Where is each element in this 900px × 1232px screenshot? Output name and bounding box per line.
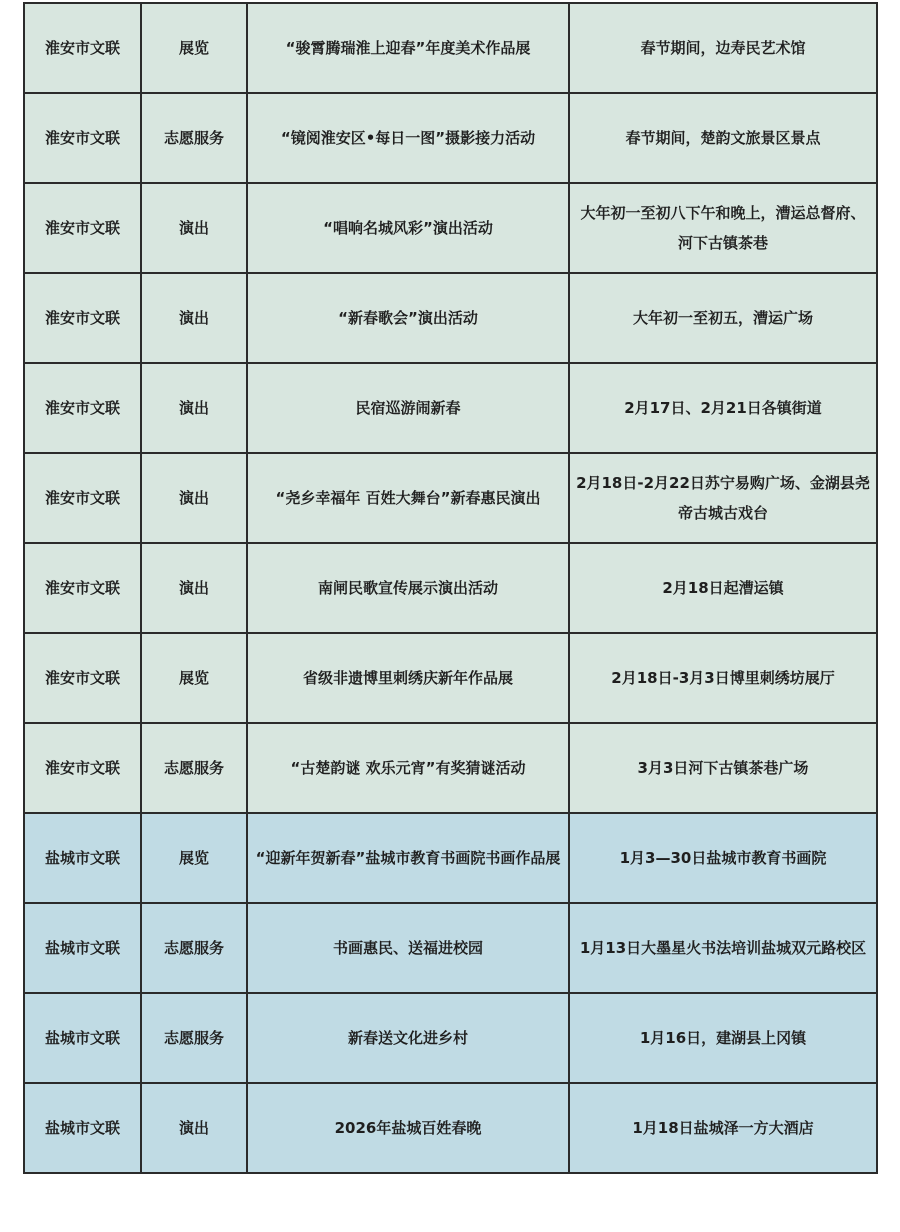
time-place-cell: 1月18日盐城泽一方大酒店 xyxy=(569,1083,877,1173)
type-cell: 演出 xyxy=(141,363,247,453)
org-cell: 淮安市文联 xyxy=(24,543,141,633)
table-row xyxy=(24,633,877,723)
event-name-cell: 新春送文化进乡村 xyxy=(247,993,569,1083)
event-name-cell: “镜阅淮安区•每日一图”摄影接力活动 xyxy=(247,93,569,183)
event-name-cell: “新春歌会”演出活动 xyxy=(247,273,569,363)
event-name-cell: “迎新年贺新春”盐城市教育书画院书画作品展 xyxy=(247,813,569,903)
org-cell: 盐城市文联 xyxy=(24,993,141,1083)
table-row xyxy=(24,273,877,363)
event-name-cell: 民宿巡游闹新春 xyxy=(247,363,569,453)
table-row xyxy=(24,453,877,543)
time-place-cell: 大年初一至初八下午和晚上，漕运总督府、河下古镇茶巷 xyxy=(569,183,877,273)
org-cell: 淮安市文联 xyxy=(24,723,141,813)
org-cell: 盐城市文联 xyxy=(24,813,141,903)
type-cell: 展览 xyxy=(141,3,247,93)
time-place-cell: 2月18日-3月3日博里刺绣坊展厅 xyxy=(569,633,877,723)
type-cell: 演出 xyxy=(141,453,247,543)
time-place-cell: 春节期间，楚韵文旅景区景点 xyxy=(569,93,877,183)
org-cell: 淮安市文联 xyxy=(24,453,141,543)
event-name-cell: 南闸民歌宣传展示演出活动 xyxy=(247,543,569,633)
type-cell: 展览 xyxy=(141,813,247,903)
table-row xyxy=(24,543,877,633)
type-cell: 志愿服务 xyxy=(141,903,247,993)
time-place-cell: 2月18日起漕运镇 xyxy=(569,543,877,633)
table-row xyxy=(24,93,877,183)
org-cell: 淮安市文联 xyxy=(24,633,141,723)
org-cell: 淮安市文联 xyxy=(24,93,141,183)
type-cell: 展览 xyxy=(141,633,247,723)
org-cell: 盐城市文联 xyxy=(24,903,141,993)
type-cell: 演出 xyxy=(141,1083,247,1173)
table-row xyxy=(24,363,877,453)
type-cell: 志愿服务 xyxy=(141,993,247,1083)
type-cell: 演出 xyxy=(141,273,247,363)
time-place-cell: 2月17日、2月21日各镇街道 xyxy=(569,363,877,453)
time-place-cell: 1月3—30日盐城市教育书画院 xyxy=(569,813,877,903)
event-name-cell: “唱响名城风彩”演出活动 xyxy=(247,183,569,273)
org-cell: 淮安市文联 xyxy=(24,273,141,363)
time-place-cell: 3月3日河下古镇茶巷广场 xyxy=(569,723,877,813)
event-name-cell: 省级非遗博里刺绣庆新年作品展 xyxy=(247,633,569,723)
type-cell: 志愿服务 xyxy=(141,93,247,183)
event-name-cell: “尧乡幸福年 百姓大舞台”新春惠民演出 xyxy=(247,453,569,543)
events-table xyxy=(23,2,878,1174)
table-row xyxy=(24,993,877,1083)
event-name-cell: “古楚韵谜 欢乐元宵”有奖猜谜活动 xyxy=(247,723,569,813)
time-place-cell: 2月18日-2月22日苏宁易购广场、金湖县尧帝古城古戏台 xyxy=(569,453,877,543)
table-row xyxy=(24,723,877,813)
org-cell: 淮安市文联 xyxy=(24,183,141,273)
event-name-cell: 2026年盐城百姓春晚 xyxy=(247,1083,569,1173)
event-name-cell: 书画惠民、送福进校园 xyxy=(247,903,569,993)
type-cell: 志愿服务 xyxy=(141,723,247,813)
org-cell: 盐城市文联 xyxy=(24,1083,141,1173)
table-row xyxy=(24,813,877,903)
time-place-cell: 1月16日，建湖县上冈镇 xyxy=(569,993,877,1083)
table-row xyxy=(24,903,877,993)
time-place-cell: 春节期间，边寿民艺术馆 xyxy=(569,3,877,93)
org-cell: 淮安市文联 xyxy=(24,363,141,453)
type-cell: 演出 xyxy=(141,543,247,633)
event-name-cell: “骏霄腾瑞淮上迎春”年度美术作品展 xyxy=(247,3,569,93)
table-row xyxy=(24,3,877,93)
table-row xyxy=(24,183,877,273)
time-place-cell: 1月13日大墨星火书法培训盐城双元路校区 xyxy=(569,903,877,993)
type-cell: 演出 xyxy=(141,183,247,273)
org-cell: 淮安市文联 xyxy=(24,3,141,93)
time-place-cell: 大年初一至初五，漕运广场 xyxy=(569,273,877,363)
table-row xyxy=(24,1083,877,1173)
